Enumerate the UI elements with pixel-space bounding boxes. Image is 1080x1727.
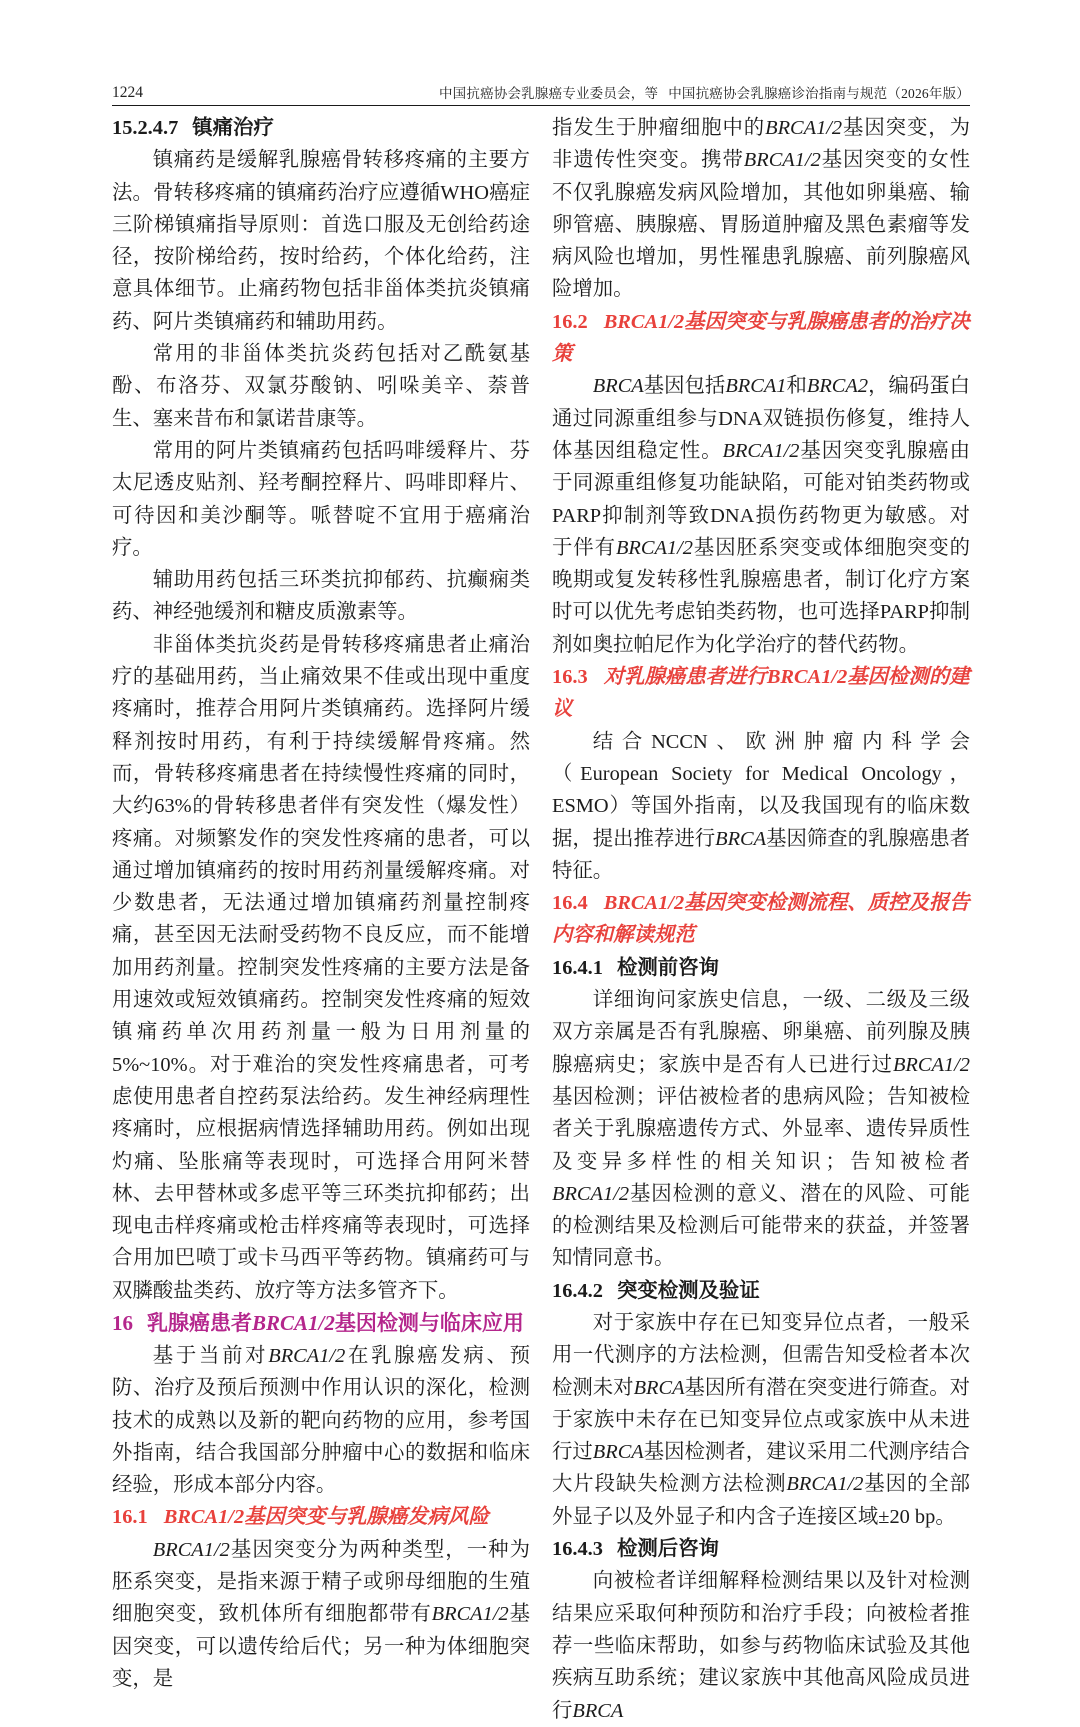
heading-16-2: [552, 306, 970, 371]
heading-16-3-text-post: 基因检测的建议: [552, 666, 970, 721]
heading-16-4-1-number: 16.4.1: [552, 956, 603, 979]
heading-16-4-3-text: 检测后咨询: [616, 1538, 719, 1561]
paragraph-text: 基因突变乳腺癌由于同源重组修复功能缺陷，可能对铂类药物或PARP抑制剂等致DNA损伤药物更为敏感。对于伴有: [552, 439, 970, 559]
gene-name: BRCA: [592, 375, 644, 398]
heading-16-4-3-number: 16.4.3: [552, 1538, 603, 1561]
running-title-source: 中国抗癌协会乳腺癌诊治指南与规范（2026年版）: [668, 86, 970, 101]
body-columns: [112, 112, 971, 1722]
heading-16-2-gene-name: BRCA1/2: [603, 310, 685, 333]
heading-16-text-pre: 乳腺癌患者: [147, 1310, 252, 1335]
paragraph-text: 对于家族中存在已知变异位点者，一般采用一代测序的方法检测，但需告知受检者本次检测未对: [552, 1311, 970, 1399]
paragraph: 常用的阿片类镇痛药包括吗啡缓释片、芬太尼透皮贴剂、羟考酮控释片、吗啡即释片、可待因和美沙酮等。哌替啶不宜用于癌痛治疗。: [112, 439, 530, 559]
gene-name: BRCA1/2: [552, 1182, 630, 1205]
heading-16-4-text: 基因突变检测流程、质控及报告内容和解读规范: [552, 892, 970, 947]
heading-16-4-number: 16.4: [552, 892, 588, 915]
paragraph: [112, 1534, 530, 1695]
paragraph: 常用的非甾体类抗炎药包括对乙酰氨基酚、布洛芬、双氯芬酸钠、吲哚美辛、萘普生、塞来昔布和氯诺昔康等。: [112, 343, 530, 430]
page-folio-number: 1224: [112, 84, 143, 101]
paragraph-text: 详细询问家族史信息，一级、二级及三级双方亲属是否有乳腺癌、卵巢癌、前列腺及胰腺癌病史；家族中是否有人已进行过: [552, 989, 970, 1076]
paragraph-text: 基于当前对: [152, 1344, 269, 1367]
paragraph: [112, 1340, 530, 1501]
heading-16-4-1-text: 检测前咨询: [616, 956, 719, 979]
paragraph-text: 基因胚系突变或体细胞突变的晚期或复发转移性乳腺癌患者，制订化疗方案时可以优先考虑铂类药物，也可选择PARP抑制剂如奥拉帕尼作为化学治疗的替代药物。: [552, 536, 971, 656]
paragraph: 辅助用药包括三环类抗抑郁药、抗癫痫类药、神经弛缓剂和糖皮质激素等。: [112, 569, 530, 624]
gene-name: BRCA: [633, 1376, 685, 1399]
running-title: [439, 82, 970, 102]
paragraph-text: 基因突变的女性不仅乳腺癌发病风险增加，其他如卵巢癌、输卵管癌、胰腺癌、胃肠道肿瘤及黑色素瘤等发病风险也增加，男性罹患乳腺癌、前列腺癌风险增加。: [552, 149, 971, 301]
heading-16-4-2-text: 突变检测及验证: [616, 1279, 760, 1302]
heading-16: [112, 1307, 530, 1340]
heading-16-1-number: 16.1: [112, 1506, 148, 1529]
paragraph: 非甾体类抗炎药是骨转移疼痛患者止痛治疗的基础用药，当止痛效果不佳或出现中重度疼痛时，推荐合用阿片类镇痛药。选择阿片缓释剂按时用药，有利于持续缓解骨疼痛。然而，骨转移疼痛患者在持续慢性疼痛的同时，大约63%的骨转移患者伴有突发性（爆发性）疼痛。对频繁发作的突发性疼痛的患者，可以通过增加镇痛药的按时用药剂量缓解疼痛。对少数患者，无法通过增加镇痛药剂量控制疼痛，甚至因无法耐受药物不良反应，而不能增加用药剂量。控制突发性疼痛的主要方法是备用速效或短效镇痛药。控制突发性疼痛的短效镇痛药单次用药剂量一般为日用剂量的5%~10%。对于难治的突发性疼痛患者，可考虑使用患者自控药泵法给药。发生神经病理性疼痛时，应根据病情选择辅助用药。例如出现灼痛、坠胀痛等表现时，可选择合用阿米替林、去甲替林或多虑平等三环类抗抑郁药；出现电击样疼痛或枪击样疼痛等表现时，可选择合用加巴喷丁或卡马西平等药物。镇痛药可与双膦酸盐类药、放疗等方法多管齐下。: [112, 633, 530, 1302]
paragraph-text: 基因突变，为非遗传性突变。携带: [552, 117, 971, 172]
paragraph-text: 指发生于肿瘤细胞中的: [552, 117, 766, 139]
paragraph-text: 基因筛查的乳腺癌患者特征。: [552, 827, 970, 882]
paragraph: [552, 1307, 970, 1533]
paragraph-text: 基因所有潜在突变进行筛查。对于家族中未存在已知变异位点或家族中从未进行过: [552, 1376, 970, 1464]
heading-15-2-4-7-text: 镇痛治疗: [192, 117, 274, 139]
heading-16-3-gene-name: BRCA1/2: [766, 666, 848, 689]
gene-name: BRCA: [572, 1699, 624, 1722]
heading-16-4-3: [552, 1533, 970, 1565]
heading-16-4-2-number: 16.4.2: [552, 1279, 603, 1302]
gene-name: BRCA1/2: [722, 439, 800, 462]
heading-16-2-number: 16.2: [552, 310, 588, 333]
heading-16-4-2: [552, 1275, 970, 1307]
heading-16-4: [552, 887, 970, 952]
heading-16-gene-name: BRCA1/2: [252, 1310, 335, 1335]
heading-16-4-1: [552, 952, 970, 984]
paragraph-text: 向被检者详细解释检测结果以及针对检测结果应采取何种预防和治疗手段；向被检者推荐一些临床帮助，如参与药物临床试验及其他疾病互助系统；建议家族中其他高风险成员进行: [552, 1570, 970, 1722]
heading-16-3-number: 16.3: [552, 666, 588, 689]
paragraph: [552, 370, 970, 661]
paragraph-text: 基因检测；评估被检者的患病风险；告知被检者关于乳腺癌遗传方式、外显率、遗传异质性及变异多样性的相关知识；告知被检者: [552, 1085, 970, 1173]
gene-name: BRCA1/2: [152, 1538, 230, 1561]
running-title-authors: 中国抗癌协会乳腺癌专业委员会，等: [438, 86, 659, 101]
paragraph-continued: [552, 112, 970, 306]
paragraph: 镇痛药是缓解乳腺癌骨转移疼痛的主要方法。骨转移疼痛的镇痛药治疗应遵循WHO癌症三阶梯镇痛指导原则：首选口服及无创给药途径，按阶梯给药，按时给药，个体化给药，注意具体细节。止痛药物包括非甾体类抗炎镇痛药、阿片类镇痛药和辅助用药。: [112, 149, 530, 333]
paragraph-text: 基因检测的意义、潜在的风险、可能的检测结果及检测后可能带来的获益，并签署知情同意书。: [552, 1182, 970, 1270]
paragraph: [552, 984, 970, 1275]
heading-16-1-text: 基因突变与乳腺癌发病风险: [244, 1506, 489, 1529]
paragraph-text: 结合NCCN、欧洲肿瘤内科学会（European Society for Medical Oncology，ESMO）等国外指南，以及我国现有的临床数据，提出推荐进行: [552, 730, 970, 850]
paragraph: [552, 1565, 970, 1726]
right-column: [552, 112, 971, 1722]
paragraph-text: ，编码蛋白通过同源重组参与DNA双链损伤修复，维持人体基因组稳定性。: [552, 375, 971, 462]
heading-16-text-post: 基因检测与临床应用: [334, 1310, 524, 1335]
heading-16-3-text-pre: 对乳腺癌患者进行: [603, 666, 767, 689]
heading-16-4-gene-name: BRCA1/2: [603, 892, 685, 915]
paragraph-text: 基因突变，可以遗传给后代；另一种为体细胞突变，是: [112, 1603, 531, 1690]
paragraph-text: 基因检测者，建议采用二代测序结合大片段缺失检测方法检测: [552, 1441, 970, 1496]
gene-name: BRCA1/2: [615, 536, 693, 559]
gene-name: BRCA1/2: [892, 1053, 970, 1076]
paragraph-text: 基因突变分为两种类型，一种为胚系突变，是指来源于精子或卵母细胞的生殖细胞突变，致机体所有细胞都带有: [112, 1538, 530, 1626]
gene-name: BRCA2: [806, 375, 869, 398]
heading-16-3: [552, 661, 970, 726]
heading-16-1-gene-name: BRCA1/2: [163, 1506, 245, 1529]
paragraph-text: 基因包括: [643, 375, 726, 398]
gene-name: BRCA: [592, 1441, 644, 1464]
paragraph-text: 基因的全部外显子以及外显子和内含子连接区域±20 bp。: [552, 1473, 971, 1528]
gene-name: BRCA1/2: [268, 1344, 346, 1367]
gene-name: BRCA1/2: [743, 149, 821, 172]
heading-16-1: [112, 1501, 530, 1533]
gene-name: BRCA1/2: [765, 117, 843, 139]
gene-name: BRCA1/2: [786, 1473, 864, 1496]
gene-name: BRCA1/2: [431, 1603, 509, 1626]
heading-15-2-4-7-number: 15.2.4.7: [112, 117, 179, 139]
paragraph-text: 和: [786, 375, 807, 398]
heading-15-2-4-7: [112, 112, 530, 144]
gene-name: BRCA: [715, 827, 767, 850]
running-head: [112, 76, 970, 106]
heading-16-2-text: 基因突变与乳腺癌患者的治疗决策: [552, 310, 970, 366]
paragraph-text: 在乳腺癌发病、预防、治疗及预后预测中作用认识的深化，检测技术的成熟以及新的靶向药物的应用，参考国外指南，结合我国部分肿瘤中心的数据和临床经验，形成本部分内容。: [112, 1344, 531, 1497]
paragraph: [552, 726, 970, 887]
heading-16-number: 16: [112, 1310, 133, 1335]
gene-name: BRCA1: [725, 375, 787, 398]
left-column: [112, 112, 531, 1690]
